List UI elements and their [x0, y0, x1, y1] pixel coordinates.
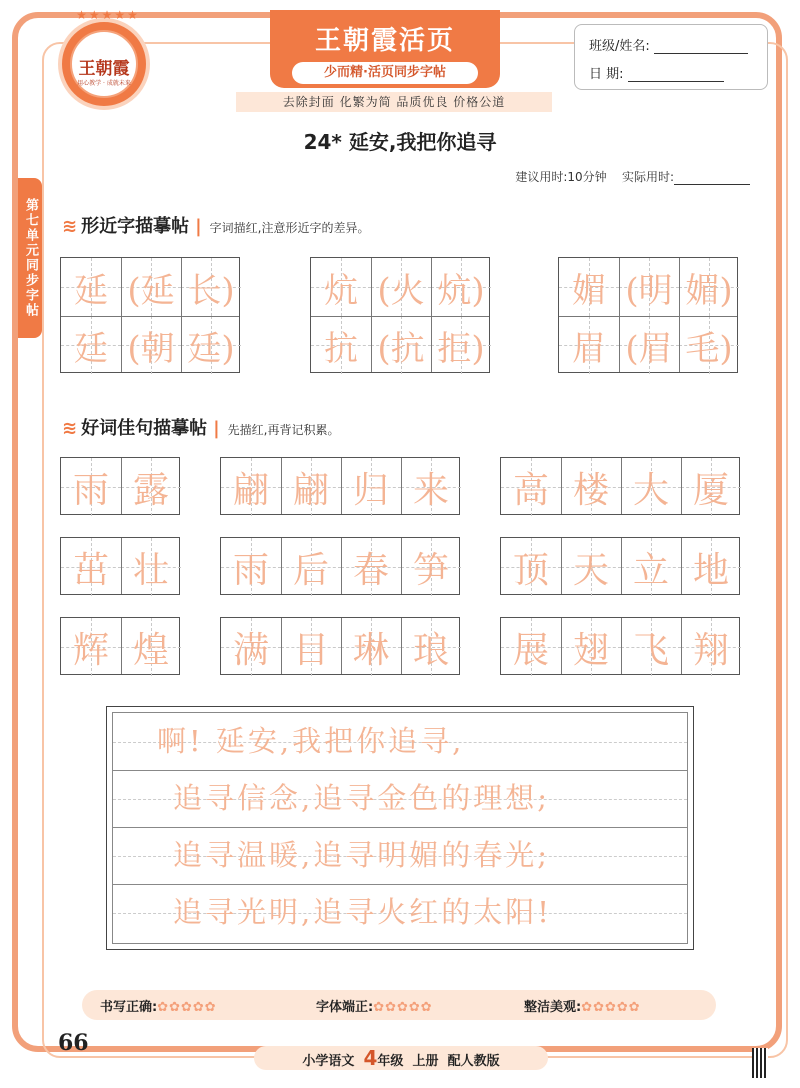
grid-divider [181, 258, 182, 372]
tracing-cell[interactable] [621, 618, 681, 676]
page-number: 66 [58, 1030, 89, 1056]
tracing-char: 媚) [685, 270, 733, 311]
poem-line[interactable] [113, 770, 687, 828]
lesson-title: 24* 延安,我把你追寻 [303, 130, 497, 154]
grid-divider [341, 458, 342, 514]
grid-divider [61, 316, 239, 317]
actual-time-field[interactable] [674, 184, 750, 185]
tracing-char: 延 [74, 270, 108, 311]
tracing-cell[interactable] [679, 316, 739, 374]
grid-divider [341, 538, 342, 594]
rating-label: 整洁美观: [524, 1000, 582, 1015]
grid-divider [401, 458, 402, 514]
tracing-cell[interactable] [281, 458, 341, 516]
tracing-cell[interactable] [61, 258, 121, 316]
section1-title: 形近字描摹帖 [81, 216, 190, 237]
rating-cleanliness [524, 996, 641, 1015]
divider-bar-icon: | [213, 418, 220, 439]
tracing-cell[interactable] [181, 258, 241, 316]
tracing-cell[interactable] [61, 316, 121, 374]
tracing-cell[interactable] [311, 258, 371, 316]
tracing-char: 展 [512, 629, 549, 671]
tracing-char: 雨 [72, 469, 109, 511]
student-info-box [574, 24, 768, 90]
tracing-char: 翔 [692, 629, 729, 671]
grid-divider [371, 258, 372, 372]
tracing-cell[interactable] [621, 538, 681, 596]
grid-divider [431, 258, 432, 372]
tracing-cell[interactable] [431, 258, 491, 316]
poem-tracing-box [106, 706, 694, 950]
tracing-char: (延 [127, 270, 175, 311]
tracing-char: 后 [292, 549, 329, 591]
tracing-char: 地 [692, 549, 729, 591]
tracing-char: 笋 [412, 549, 449, 591]
tracing-char: 归 [352, 469, 389, 511]
logo-stars: ★★★★★ [76, 8, 140, 22]
footer-grade: 4 [363, 1046, 378, 1070]
tracing-cell[interactable] [679, 258, 739, 316]
tracing-cell[interactable] [621, 458, 681, 516]
grid-divider [679, 258, 680, 372]
grid-divider [619, 258, 620, 372]
grid-divider [281, 458, 282, 514]
tracing-char: 媚 [572, 270, 606, 311]
grid-divider [121, 618, 122, 674]
tracing-cell[interactable] [561, 458, 621, 516]
wave-icon: ≋ [62, 418, 78, 439]
rating-correctness [100, 996, 217, 1015]
tracing-cell[interactable] [619, 316, 679, 374]
tracing-char: 眉 [572, 328, 606, 369]
similar-char-grid [310, 257, 490, 373]
logo-brand-text: 王朝霞 [78, 59, 130, 79]
tracing-cell[interactable] [181, 316, 241, 374]
rating-label: 书写正确: [100, 1000, 158, 1015]
poem-line[interactable] [113, 827, 687, 885]
grid-divider [681, 618, 682, 674]
tracing-cell[interactable] [221, 458, 281, 516]
grid-divider [561, 458, 562, 514]
header-title: 王朝霞活页 [314, 26, 455, 56]
section-similar-chars [62, 212, 370, 238]
tracing-char: 立 [632, 549, 669, 591]
tracing-cell[interactable] [559, 258, 619, 316]
tracing-char: 满 [232, 629, 269, 671]
word-tracing-grid [220, 457, 460, 515]
suggested-time: 建议用时:10分钟 [515, 170, 607, 184]
tracing-cell[interactable] [501, 538, 561, 596]
word-tracing-grid [220, 537, 460, 595]
unit-side-tab: 第七单元同步字帖 [18, 178, 42, 338]
grid-divider [561, 538, 562, 594]
grid-divider [681, 538, 682, 594]
tracing-cell[interactable] [401, 538, 461, 596]
tracing-char: (抗 [377, 328, 425, 369]
tracing-char: 炕) [437, 270, 485, 311]
grid-divider [341, 618, 342, 674]
tracing-cell[interactable] [371, 258, 431, 316]
tracing-cell[interactable] [371, 316, 431, 374]
time-row [420, 168, 750, 185]
tracing-char: 炕 [324, 270, 358, 311]
grid-divider [281, 618, 282, 674]
tracing-cell[interactable] [121, 538, 181, 596]
tracing-cell[interactable] [341, 618, 401, 676]
tracing-cell[interactable] [681, 538, 741, 596]
tracing-cell[interactable] [121, 618, 181, 676]
tracing-char: 长) [187, 270, 235, 311]
tracing-char: 煌 [132, 629, 169, 671]
similar-char-grid [60, 257, 240, 373]
tracing-char: 翩 [232, 469, 269, 511]
grid-divider [281, 538, 282, 594]
barcode-icon [752, 1048, 768, 1078]
class-name-label: 班级/姓名: [589, 39, 650, 54]
flower-stars-icon[interactable]: ✿✿✿✿✿ [157, 1000, 217, 1015]
grid-divider [621, 538, 622, 594]
poem-line[interactable] [113, 884, 687, 941]
tracing-cell[interactable] [61, 618, 121, 676]
section2-title: 好词佳句描摹帖 [81, 418, 208, 439]
tracing-cell[interactable] [559, 316, 619, 374]
date-label: 日 期: [589, 67, 624, 82]
poem-line[interactable] [113, 713, 687, 771]
word-tracing-grid [60, 617, 180, 675]
poem-line-text: 啊! 延安,我把你追寻, [157, 724, 465, 758]
logo-inner [70, 30, 138, 98]
tracing-cell[interactable] [281, 618, 341, 676]
header-banner [270, 10, 500, 88]
tracing-char: 琳 [352, 629, 389, 671]
grid-divider [681, 458, 682, 514]
tracing-cell[interactable] [121, 258, 181, 316]
tracing-char: 翅 [572, 629, 609, 671]
poem-inner-frame [112, 712, 688, 944]
grid-divider [401, 618, 402, 674]
tracing-char: (朝 [127, 328, 175, 369]
footer-term: 上册 [412, 1054, 439, 1069]
flower-stars-icon[interactable]: ✿✿✿✿✿ [581, 1000, 641, 1015]
rating-neatness [316, 996, 433, 1015]
tracing-char: 楼 [572, 469, 609, 511]
wave-icon: ≋ [62, 216, 78, 237]
logo-subtext: 用心教学 · 成就未来 [77, 80, 131, 87]
grid-divider [621, 618, 622, 674]
section1-note: 字词描红,注意形近字的差异。 [209, 221, 370, 235]
grid-divider [559, 316, 737, 317]
tracing-char: 茁 [72, 549, 109, 591]
tracing-cell[interactable] [281, 538, 341, 596]
rating-label: 字体端正: [316, 1000, 374, 1015]
class-name-field[interactable] [654, 53, 748, 54]
grid-divider [121, 458, 122, 514]
tracing-char: (火 [377, 270, 425, 311]
poem-line-text: 追寻光明,追寻火红的太阳! [173, 895, 552, 929]
tracing-char: (眉 [625, 328, 673, 369]
grid-divider [311, 316, 489, 317]
class-name-row [589, 35, 748, 54]
tracing-char: 拒) [437, 328, 485, 369]
tracing-cell[interactable] [341, 458, 401, 516]
tracing-cell[interactable] [221, 618, 281, 676]
tracing-char: 春 [352, 549, 389, 591]
flower-stars-icon[interactable]: ✿✿✿✿✿ [373, 1000, 433, 1015]
word-tracing-grid [500, 537, 740, 595]
tracing-cell[interactable] [681, 458, 741, 516]
tracing-cell[interactable] [401, 458, 461, 516]
grid-divider [621, 458, 622, 514]
tracing-cell[interactable] [561, 618, 621, 676]
tracing-char: 飞 [632, 629, 669, 671]
word-tracing-grid [220, 617, 460, 675]
header-subtitle: 少而精·活页同步字帖 [292, 62, 478, 84]
tracing-cell[interactable] [61, 538, 121, 596]
footer-subject: 小学语文 [302, 1054, 355, 1069]
rating-bar [82, 990, 716, 1020]
grid-divider [121, 538, 122, 594]
tracing-cell[interactable] [431, 316, 491, 374]
grid-divider [121, 258, 122, 372]
divider-bar-icon: | [195, 216, 202, 237]
tracing-cell[interactable] [501, 618, 561, 676]
footer-edition [254, 1046, 548, 1070]
section-good-words [62, 414, 340, 440]
poem-line-text: 追寻温暖,追寻明媚的春光; [173, 838, 550, 872]
tracing-char: (明 [625, 270, 673, 311]
footer-grade-unit: 年级 [377, 1054, 404, 1069]
tracing-char: 目 [292, 629, 329, 671]
tracing-cell[interactable] [221, 538, 281, 596]
footer-edition-text: 配人教版 [447, 1054, 500, 1069]
tracing-cell[interactable] [121, 316, 181, 374]
date-field[interactable] [628, 81, 724, 82]
tracing-cell[interactable] [401, 618, 461, 676]
grid-divider [561, 618, 562, 674]
tracing-char: 翩 [292, 469, 329, 511]
tracing-char: 厦 [692, 469, 729, 511]
date-row [589, 63, 724, 82]
section2-note: 先描红,再背记积累。 [227, 423, 340, 437]
tracing-char: 壮 [132, 549, 169, 591]
tracing-char: 来 [412, 469, 449, 511]
tracing-cell[interactable] [561, 538, 621, 596]
tracing-cell[interactable] [121, 458, 181, 516]
tracing-cell[interactable] [681, 618, 741, 676]
similar-char-grid [558, 257, 738, 373]
tracing-cell[interactable] [311, 316, 371, 374]
actual-time-label: 实际用时: [621, 170, 674, 184]
poem-line-text: 追寻信念,追寻金色的理想; [173, 781, 550, 815]
tracing-cell[interactable] [61, 458, 121, 516]
brand-logo [58, 8, 150, 110]
word-tracing-grid [500, 617, 740, 675]
header-slogan: 去除封面 化繁为简 品质优良 价格公道 [236, 92, 552, 112]
grid-divider [401, 538, 402, 594]
tracing-char: 露 [132, 469, 169, 511]
tracing-char: 抗 [324, 328, 358, 369]
tracing-char: 顶 [512, 549, 549, 591]
tracing-char: 琅 [412, 629, 449, 671]
tracing-char: 雨 [232, 549, 269, 591]
word-tracing-grid [60, 457, 180, 515]
word-tracing-grid [60, 537, 180, 595]
tracing-char: 廷) [187, 328, 235, 369]
tracing-char: 高 [512, 469, 549, 511]
tracing-cell[interactable] [501, 458, 561, 516]
tracing-char: 毛) [685, 328, 733, 369]
tracing-char: 大 [632, 469, 669, 511]
tracing-char: 廷 [74, 328, 108, 369]
word-tracing-grid [500, 457, 740, 515]
tracing-cell[interactable] [619, 258, 679, 316]
tracing-char: 辉 [72, 629, 109, 671]
tracing-char: 天 [572, 549, 609, 591]
tracing-cell[interactable] [341, 538, 401, 596]
